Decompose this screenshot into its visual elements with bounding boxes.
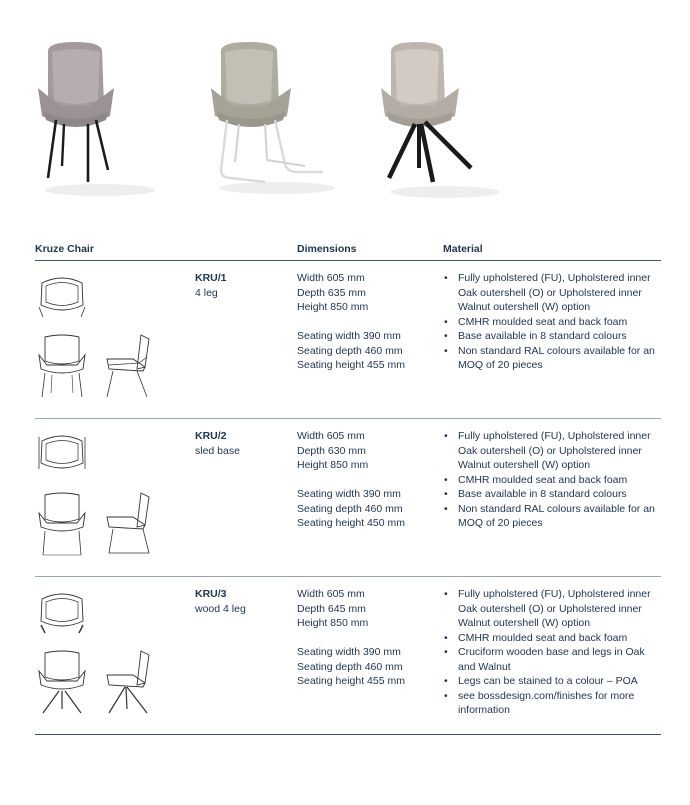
product-variant: wood 4 leg [195, 602, 246, 615]
side-view-drawing-icon [103, 649, 155, 715]
seating-height-value: Seating height 455 mm [297, 359, 405, 371]
seating-width-value: Seating width 390 mm [297, 488, 401, 500]
seating-depth-value: Seating depth 460 mm [297, 344, 403, 357]
side-view-drawing-icon [103, 333, 155, 399]
front-view-drawing-icon [37, 333, 87, 399]
top-view-drawing-icon [37, 429, 87, 479]
chair-wood-photo [375, 20, 535, 220]
material-heading: Material [443, 243, 483, 255]
material-item: • Non standard RAL colours available for an MOQ of 20 pieces [443, 502, 665, 531]
material-item: • Non standard RAL colours available for an MOQ of 20 pieces [443, 344, 665, 373]
material-item: • Fully upholstered (FU), Upholstered inner Oak outershell (O) or Upholstered inner Walnut outershell (W) option [443, 429, 665, 473]
height-value: Height 850 mm [297, 617, 369, 629]
seating-depth-value: Seating depth 460 mm [297, 660, 403, 673]
dimensions-heading: Dimensions [297, 243, 357, 255]
dimensions-list [297, 587, 405, 689]
material-list [443, 271, 665, 373]
product-variant: 4 leg [195, 286, 218, 299]
dimensions-list [297, 271, 405, 373]
finishes-link[interactable]: • see bossdesign.com/finishes for more information [443, 689, 665, 718]
material-list [443, 429, 665, 531]
depth-value: Depth 645 mm [297, 602, 366, 615]
depth-value: Depth 635 mm [297, 286, 366, 299]
seating-height-value: Seating height 450 mm [297, 517, 405, 529]
product-code: KRU/2 [195, 430, 227, 442]
table-row [35, 577, 661, 735]
product-title: Kruze Chair [35, 243, 94, 255]
front-view-drawing-icon [37, 491, 87, 557]
material-item: • CMHR moulded seat and back foam [443, 473, 665, 488]
top-view-drawing-icon [37, 587, 87, 637]
material-item: • Cruciform wooden base and legs in Oak and Walnut [443, 645, 665, 674]
product-variant: sled base [195, 444, 240, 457]
material-item: • CMHR moulded seat and back foam [443, 315, 665, 330]
product-code-block [195, 271, 227, 300]
width-value: Width 605 mm [297, 430, 365, 442]
material-item: • CMHR moulded seat and back foam [443, 631, 665, 646]
product-code: KRU/1 [195, 272, 227, 284]
seating-height-value: Seating height 455 mm [297, 675, 405, 687]
seating-width-value: Seating width 390 mm [297, 330, 401, 342]
material-item: • Base available in 8 standard colours [443, 487, 665, 502]
table-header [35, 243, 661, 261]
seating-width-value: Seating width 390 mm [297, 646, 401, 658]
top-view-drawing-icon [37, 271, 87, 321]
product-code: KRU/3 [195, 588, 227, 600]
material-item: • Fully upholstered (FU), Upholstered inner Oak outershell (O) or Upholstered inner Walnut outershell (W) option [443, 587, 665, 631]
dimensions-list [297, 429, 405, 531]
depth-value: Depth 630 mm [297, 444, 366, 457]
height-value: Height 850 mm [297, 459, 369, 471]
seating-depth-value: Seating depth 460 mm [297, 502, 403, 515]
product-code-block [195, 429, 240, 458]
material-item: • Base available in 8 standard colours [443, 329, 665, 344]
width-value: Width 605 mm [297, 588, 365, 600]
material-list [443, 587, 665, 718]
material-item: • Legs can be stained to a colour – POA [443, 674, 665, 689]
table-row [35, 261, 661, 419]
material-item: • Fully upholstered (FU), Upholstered inner Oak outershell (O) or Upholstered inner Walnut outershell (W) option [443, 271, 665, 315]
chair-4leg-photo [30, 20, 190, 220]
table-row [35, 419, 661, 577]
chair-sled-photo [205, 20, 365, 220]
product-code-block [195, 587, 246, 616]
front-view-drawing-icon [37, 649, 87, 715]
width-value: Width 605 mm [297, 272, 365, 284]
side-view-drawing-icon [103, 491, 155, 557]
height-value: Height 850 mm [297, 301, 369, 313]
